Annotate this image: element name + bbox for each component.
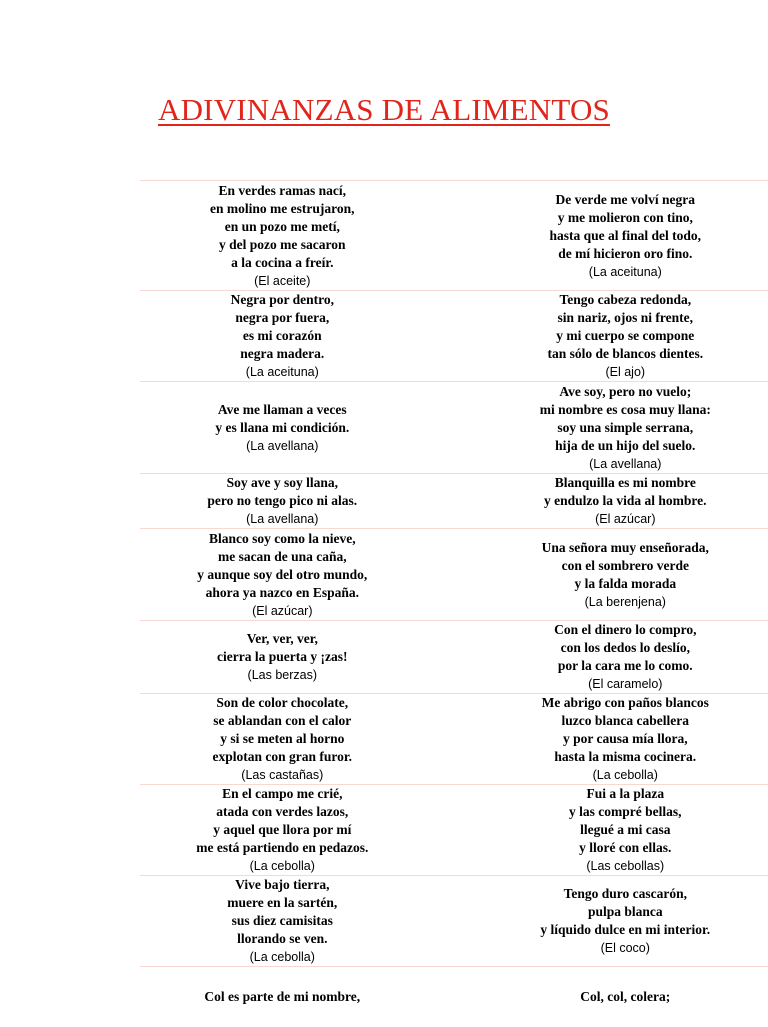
riddle-line: luzco blanca cabellera bbox=[561, 713, 690, 728]
riddle-line: muere en la sartén, bbox=[227, 895, 338, 910]
riddle-cell-left bbox=[140, 474, 459, 529]
riddle-cell-right bbox=[459, 382, 768, 474]
riddle-line: hasta que al final del todo, bbox=[549, 227, 702, 243]
riddle-line: cierra la puerta y ¡zas! bbox=[217, 649, 348, 664]
riddle-line: es mi corazón bbox=[242, 328, 322, 343]
riddle-line: llegué a mi casa bbox=[580, 822, 671, 837]
riddle-answer: (La cebolla) bbox=[249, 859, 315, 873]
riddle-line: Tengo duro cascarón, bbox=[563, 886, 687, 901]
riddle-answer: (El aceite) bbox=[254, 273, 311, 288]
page-title: ADIVINANZAS DE ALIMENTOS bbox=[158, 92, 610, 127]
riddle-line: y por causa mía llora, bbox=[562, 731, 688, 746]
riddle-answer: (La aceituna) bbox=[245, 365, 319, 379]
riddle-cell-right bbox=[459, 181, 768, 291]
table-row bbox=[140, 529, 768, 621]
riddle-line: hija de un hijo del suelo. bbox=[555, 437, 696, 453]
riddle-answer: (El caramelo) bbox=[588, 677, 663, 691]
riddle-cell-left bbox=[140, 694, 459, 785]
riddle-cell-left bbox=[140, 291, 459, 382]
riddle-answer: (El ajo) bbox=[605, 365, 646, 379]
riddle-table bbox=[140, 180, 768, 1027]
riddle-line: atada con verdes lazos, bbox=[216, 804, 349, 819]
table-row bbox=[140, 694, 768, 785]
riddle-line: negra por fuera, bbox=[235, 310, 330, 325]
riddle-answer: (El azúcar) bbox=[595, 512, 656, 526]
riddle-line: en un pozo me metí, bbox=[224, 218, 340, 234]
riddle-line: Ave me llaman a veces bbox=[217, 401, 347, 417]
riddle-answer: (El coco) bbox=[600, 941, 650, 955]
riddle-line: sin nariz, ojos ni frente, bbox=[557, 310, 694, 325]
riddle-line: me está partiendo en pedazos. bbox=[196, 840, 369, 855]
riddle-line: y si se meten al horno bbox=[220, 731, 345, 746]
table-row bbox=[140, 785, 768, 876]
riddle-line: Son de color chocolate, bbox=[216, 695, 349, 710]
riddle-line: Tengo cabeza redonda, bbox=[559, 292, 692, 307]
riddle-answer: (La avellana) bbox=[589, 456, 662, 471]
riddle-line: soy una simple serrana, bbox=[557, 419, 694, 435]
riddle-line: y la falda morada bbox=[574, 575, 677, 591]
table-row bbox=[140, 474, 768, 529]
riddle-cell-left bbox=[140, 382, 459, 474]
riddle-cell-right bbox=[459, 291, 768, 382]
riddle-line: sus diez camisitas bbox=[231, 913, 333, 928]
riddle-answer: (Las castañas) bbox=[241, 768, 324, 782]
riddle-answer: (La avellana) bbox=[246, 438, 319, 453]
riddle-answer: (La berenjena) bbox=[584, 594, 666, 609]
riddle-line: se ablandan con el calor bbox=[213, 713, 352, 728]
riddle-line: en molino me estrujaron, bbox=[210, 200, 355, 216]
riddle-line: mi nombre es cosa muy llana: bbox=[539, 401, 711, 417]
riddle-line: por la cara me lo como. bbox=[557, 658, 693, 673]
riddle-cell-right bbox=[459, 529, 768, 621]
riddle-cell-left bbox=[140, 785, 459, 876]
riddle-line: Una señora muy enseñorada, bbox=[541, 539, 709, 555]
riddle-line: Vive bajo tierra, bbox=[235, 877, 330, 892]
riddle-line: y las compré bellas, bbox=[569, 804, 682, 819]
riddle-line: Con el dinero lo compro, bbox=[554, 622, 697, 637]
table-row bbox=[140, 291, 768, 382]
riddle-cell-right bbox=[459, 876, 768, 967]
riddle-line: llorando se ven. bbox=[237, 931, 328, 946]
riddle-line: pero no tengo pico ni alas. bbox=[207, 493, 358, 508]
riddle-cell-left bbox=[140, 621, 459, 694]
riddle-line: Fui a la plaza bbox=[586, 786, 665, 801]
riddle-line: Col, col, colera; bbox=[580, 988, 671, 1004]
table-row bbox=[140, 382, 768, 474]
riddle-line: negra madera. bbox=[240, 346, 325, 361]
riddle-line: y lloré con ellas. bbox=[579, 840, 672, 855]
riddle-answer: (La cebolla) bbox=[249, 950, 315, 964]
riddle-cell-left bbox=[140, 529, 459, 621]
riddle-line: y aquel que llora por mí bbox=[213, 822, 352, 837]
riddle-line: Ave soy, pero no vuelo; bbox=[559, 383, 692, 399]
riddle-answer: (Las cebollas) bbox=[586, 859, 665, 873]
riddle-line: y mi cuerpo se compone bbox=[556, 328, 695, 343]
riddle-line: de mí hicieron oro fino. bbox=[558, 245, 693, 261]
riddle-cell-left bbox=[140, 876, 459, 967]
riddle-line: y es llana mi condición. bbox=[215, 419, 350, 435]
riddle-line: En el campo me crié, bbox=[222, 786, 343, 801]
riddle-cell-right bbox=[459, 474, 768, 529]
riddle-line: y aunque soy del otro mundo, bbox=[197, 566, 368, 582]
riddle-line: pulpa blanca bbox=[587, 904, 663, 919]
riddle-line: y endulzo la vida al hombre. bbox=[544, 493, 707, 508]
riddle-line: Col es parte de mi nombre, bbox=[204, 988, 361, 1004]
riddle-line: Ver, ver, ver, bbox=[246, 631, 318, 646]
riddle-line: con los dedos lo deslío, bbox=[560, 640, 690, 655]
riddle-line: Negra por dentro, bbox=[230, 292, 334, 307]
riddle-line: De verde me volví negra bbox=[555, 191, 696, 207]
riddle-cell-right bbox=[459, 694, 768, 785]
table-row bbox=[140, 876, 768, 967]
riddle-cell-left bbox=[140, 967, 459, 1027]
riddle-table-body bbox=[140, 181, 768, 1027]
riddle-answer: (La avellana) bbox=[246, 512, 319, 526]
riddle-line: explotan con gran furor. bbox=[212, 749, 353, 764]
riddle-cell-right bbox=[459, 785, 768, 876]
riddle-line: Blanquilla es mi nombre bbox=[554, 475, 696, 490]
table-row bbox=[140, 621, 768, 694]
riddle-cell-left bbox=[140, 181, 459, 291]
riddle-line: y del pozo me sacaron bbox=[219, 236, 346, 252]
riddle-line: Me abrigo con paños blancos bbox=[541, 695, 709, 710]
table-row bbox=[140, 181, 768, 291]
table-row bbox=[140, 967, 768, 1027]
riddle-line: con el sombrero verde bbox=[561, 557, 689, 573]
riddle-line: y me molieron con tino, bbox=[557, 209, 693, 225]
riddle-cell-right bbox=[459, 621, 768, 694]
riddle-cell-right bbox=[459, 967, 768, 1027]
riddle-line: Blanco soy como la nieve, bbox=[208, 530, 356, 546]
riddle-line: Soy ave y soy llana, bbox=[226, 475, 338, 490]
riddle-line: a la cocina a freír. bbox=[231, 254, 334, 270]
riddle-line: ahora ya nazco en España. bbox=[205, 584, 359, 600]
riddle-line: me sacan de una caña, bbox=[217, 548, 347, 564]
riddle-line: tan sólo de blancos dientes. bbox=[547, 346, 704, 361]
riddle-answer: (El azúcar) bbox=[252, 603, 313, 618]
riddle-answer: (La cebolla) bbox=[592, 768, 658, 782]
riddle-answer: (La aceituna) bbox=[588, 264, 662, 279]
riddle-line: y líquido dulce en mi interior. bbox=[540, 922, 711, 937]
riddle-line: hasta la misma cocinera. bbox=[554, 749, 697, 764]
riddle-line: En verdes ramas nací, bbox=[218, 182, 347, 198]
riddle-answer: (Las berzas) bbox=[247, 668, 318, 682]
